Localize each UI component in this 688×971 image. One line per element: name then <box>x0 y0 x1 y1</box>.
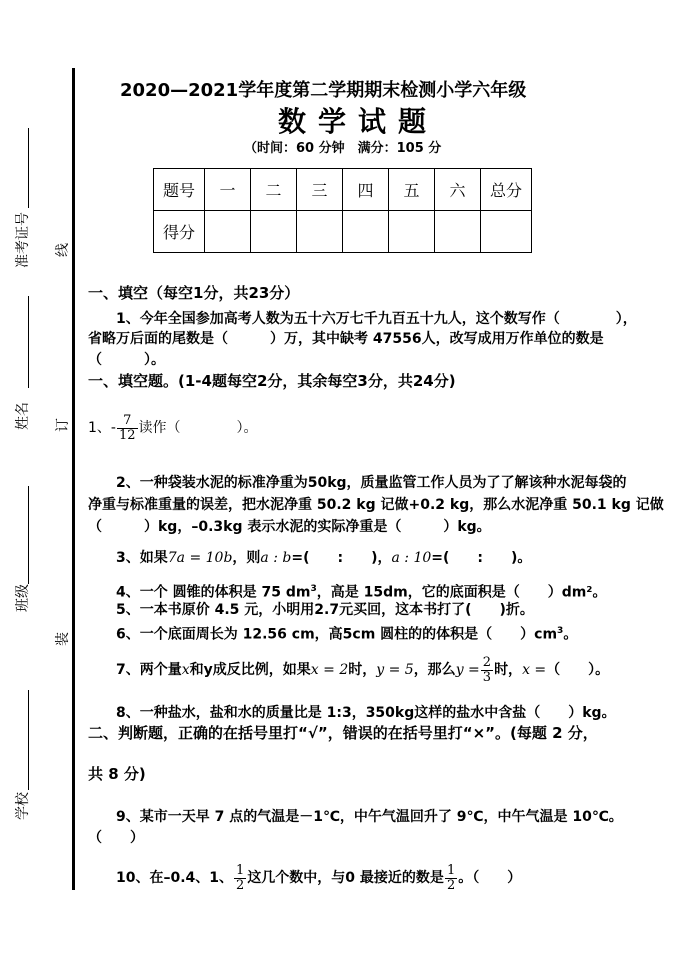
q3-prefix: 3、如果 <box>116 550 168 566</box>
score-cell: 题号 <box>154 169 205 211</box>
question-8: 8、一种盐水，盐和水的质量比是 1:3，350kg这样的盐水中含盐（ ）kg。 <box>116 705 616 721</box>
section-1-title: 一、填空（每空1分，共23分） <box>88 284 300 302</box>
fraction-denominator: 3 <box>482 669 492 685</box>
q7-blank: （ ）。 <box>546 662 610 678</box>
q7-text-b: 和y成反比例，如果 <box>189 662 311 678</box>
q3-blank-1: =( : )， <box>291 550 392 566</box>
q6-text-a: 6、一个底面周长为 12.56 cm，高5cm 圆柱的的体积是（ ）cm <box>116 626 558 643</box>
q4-text-a: 4、一个 圆锥的体积是 75 dm <box>116 584 311 601</box>
subject-title: 数学试题 <box>278 105 439 138</box>
score-cell <box>343 211 389 253</box>
fraction-denominator: 2 <box>446 877 456 893</box>
score-cell: 六 <box>435 169 481 211</box>
score-cell: 得分 <box>154 211 205 253</box>
exam-id-label: 准考证号 <box>15 212 31 268</box>
seal-mark-line: 线 <box>55 243 71 257</box>
name-label: 姓名 <box>15 402 31 430</box>
q4-text-b: ，高是 15dm，它的底面积是（ ）dm²。 <box>316 584 607 601</box>
score-cell <box>297 211 343 253</box>
q4-superscript: 3 <box>310 584 317 594</box>
q6-text-b: 。 <box>563 626 578 643</box>
question-10 <box>116 860 676 896</box>
score-cell <box>251 211 297 253</box>
question-9-line-1: 9、某市一天早 7 点的气温是－1℃，中午气温回升了 9℃，中午气温是 10℃。 <box>116 809 623 825</box>
q3-blank-2: =( : )。 <box>431 550 532 566</box>
question-1-line-3: （ ）。 <box>88 352 165 368</box>
question-2-line-1: 2、一种袋装水泥的标准净重为50kg，质量监管工作人员为了了解该种水泥每袋的 <box>116 475 627 491</box>
q10-text-c: 。（ ） <box>458 870 522 886</box>
question-1x <box>88 412 648 444</box>
question-4 <box>116 580 676 602</box>
score-table-header-row <box>154 169 532 211</box>
q7-cond-x: x = 2 <box>310 662 349 678</box>
q1x-prefix: 1、- <box>88 420 116 436</box>
q10-text-b: 这几个数中，与0 最接近的数是 <box>247 870 444 886</box>
score-cell: 四 <box>343 169 389 211</box>
q7-text-d: 时， <box>348 662 377 678</box>
fraction-1-2 <box>234 864 246 893</box>
question-1-line-1: 1、今年全国参加高考人数为五十六万七千九百五十九人，这个数写作（ ）， <box>116 311 637 327</box>
score-cell <box>205 211 251 253</box>
fraction-numerator: 2 <box>482 654 492 670</box>
q7-x-eq: x = <box>522 662 547 678</box>
q6-superscript: 3 <box>557 626 564 636</box>
section-3-title-line-2: 共 8 分) <box>88 765 146 783</box>
exam-info: （时间：60 分钟 满分：105 分 <box>244 141 442 156</box>
seal-mark-seal: 装 <box>55 632 71 646</box>
score-cell: 五 <box>389 169 435 211</box>
q3-ratio-1: a : b <box>260 550 292 566</box>
fraction-7-12 <box>117 414 138 443</box>
score-cell: 总分 <box>481 169 532 211</box>
exam-title: 2020—2021学年度第二学期期末检测小学六年级 <box>120 80 527 101</box>
fraction-1-2 <box>445 864 457 893</box>
question-9-line-2: （ ） <box>88 830 144 846</box>
score-cell: 一 <box>205 169 251 211</box>
q7-text-f: ，那么 <box>413 662 456 678</box>
name-fill-line <box>28 296 29 388</box>
score-cell <box>435 211 481 253</box>
question-2-line-3: （ ）kg，–0.3kg 表示水泥的实际净重是（ ）kg。 <box>88 519 491 535</box>
score-table <box>153 168 532 253</box>
q3-ratio-2: a : 10 <box>391 550 432 566</box>
school-fill-line <box>28 690 29 790</box>
q7-text-a: 7、两个量 <box>116 662 182 678</box>
score-cell <box>389 211 435 253</box>
q3-equation: 7a = 10b <box>167 550 233 566</box>
question-5: 5、一本书原价 4.5 元，小明用2.7元买回，这本书打了( )折。 <box>116 602 534 618</box>
question-7 <box>116 652 676 688</box>
q7-text-h: 时， <box>494 662 523 678</box>
question-2-line-2: 净重与标准重量的误差，把水泥净重 50.2 kg 记做+0.2 kg，那么水泥净重 50.1 kg 记做 <box>88 497 664 513</box>
q7-cond-y: y = 5 <box>376 662 414 678</box>
score-cell: 二 <box>251 169 297 211</box>
q1x-suffix: 读作（ ）。 <box>138 420 258 436</box>
class-fill-line <box>28 486 29 584</box>
q10-text-a: 10、在–0.4、1、 <box>116 870 234 886</box>
fraction-denominator: 12 <box>118 427 136 443</box>
fraction-numerator: 1 <box>446 862 456 878</box>
question-3 <box>116 549 676 567</box>
exam-id-fill-line <box>28 128 29 208</box>
fraction-2-3 <box>481 656 493 685</box>
section-2-title: 一、填空题。(1-4题每空2分，其余每空3分，共24分) <box>88 372 456 390</box>
class-label: 班级 <box>15 584 31 612</box>
school-label: 学校 <box>15 792 31 820</box>
q3-text: ，则 <box>232 550 261 566</box>
score-table-score-row <box>154 211 532 253</box>
score-cell: 三 <box>297 169 343 211</box>
q7-y-eq: y = <box>455 662 480 678</box>
fraction-denominator: 2 <box>236 877 245 893</box>
q7-var-x: x <box>181 662 190 678</box>
score-cell <box>481 211 532 253</box>
section-3-title-line-1: 二、判断题，正确的在括号里打“√”，错误的在括号里打“×”。(每题 2 分， <box>88 724 598 742</box>
seal-mark-bind: 订 <box>55 418 71 432</box>
fraction-numerator: 1 <box>236 862 245 878</box>
question-6 <box>116 622 676 644</box>
fraction-numerator: 7 <box>117 414 138 429</box>
binding-line <box>72 68 75 890</box>
question-1-line-2: 省略万后面的尾数是（ ）万，其中缺考 47556人，改写成用万作单位的数是 <box>88 331 604 347</box>
